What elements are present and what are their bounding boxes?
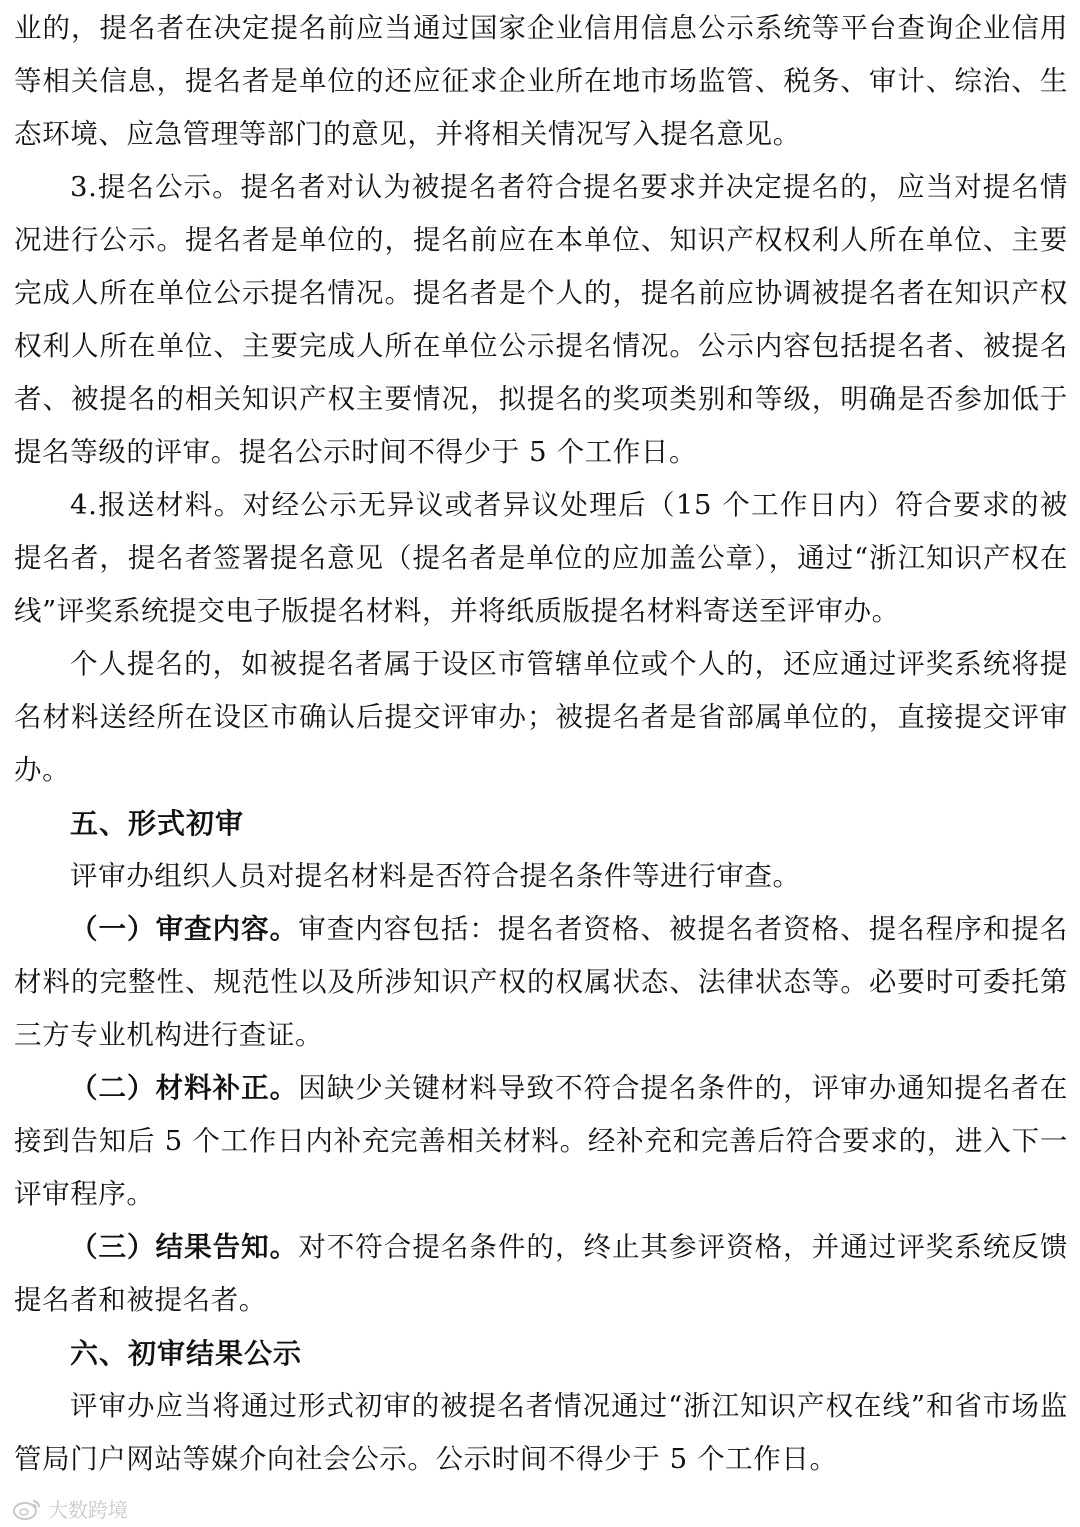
paragraph-submit-materials: 4.报送材料。对经公示无异议或者异议处理后（15 个工作日内）符合要求的被提名者，提名者签署提名意见（提名者是单位的应加盖公章），通过“浙江知识产权在线”评奖系统提交电子版提名材料，并将纸质版提名材料寄送至评审办。 <box>14 489 1068 627</box>
watermark <box>12 1494 128 1523</box>
paragraph-material-correction <box>0 1062 1080 1221</box>
paragraph-review-intro: 评审办组织人员对提名材料是否符合提名条件等进行审查。 <box>70 860 801 892</box>
subsection-text-review-content: 审查内容包括：提名者资格、被提名者资格、提名程序和提名材料的完整性、规范性以及所涉知识产权的权属状态、法律状态等。必要时可委托第三方专业机构进行查证。 <box>14 913 1068 1051</box>
section-heading-formal-review: 五、形式初审 <box>70 807 245 840</box>
weibo-icon <box>12 1497 42 1521</box>
paragraph-review-content <box>0 903 1080 1062</box>
paragraph-continuation: 业的，提名者在决定提名前应当通过国家企业信用信息公示系统等平台查询企业信用等相关信息，提名者是单位的还应征求企业所在地市场监管、税务、审计、综治、生态环境、应急管理等部门的意见，并将相关情况写入提名意见。 <box>14 12 1068 150</box>
paragraph-result-notice <box>0 1221 1080 1327</box>
paragraph-nomination-publicity: 3.提名公示。提名者对认为被提名者符合提名要求并决定提名的，应当对提名情况进行公示。提名者是单位的，提名前应在本单位、知识产权权利人所在单位、主要完成人所在单位公示提名情况。提名者是个人的，提名前应协调被提名者在知识产权权利人所在单位、主要完成人所在单位公示提名情况。公示内容包括提名者、被提名者、被提名的相关知识产权主要情况，拟提名的奖项类别和等级，明确是否参加低于提名等级的评审。提名公示时间不得少于 5 个工作日。 <box>14 171 1068 468</box>
subsection-lead-review-content: （一）审查内容。 <box>70 913 299 945</box>
paragraph-preliminary-results: 评审办应当将通过形式初审的被提名者情况通过“浙江知识产权在线”和省市场监管局门户网站等媒介向社会公示。公示时间不得少于 5 个工作日。 <box>14 1390 1068 1475</box>
subsection-text-material-correction: 因缺少关键材料导致不符合提名条件的，评审办通知提名者在接到告知后 5 个工作日内补充完善相关材料。经补充和完善后符合要求的，进入下一评审程序。 <box>14 1072 1068 1210</box>
subsection-text-result-notice: 对不符合提名条件的，终止其参评资格，并通过评奖系统反馈提名者和被提名者。 <box>14 1231 1068 1316</box>
subsection-lead-result-notice: （三）结果告知。 <box>70 1231 299 1263</box>
paragraph-individual-nomination: 个人提名的，如被提名者属于设区市管辖单位或个人的，还应通过评奖系统将提名材料送经所在设区市确认后提交评审办；被提名者是省部属单位的，直接提交评审办。 <box>14 648 1068 786</box>
section-heading-preliminary-results: 六、初审结果公示 <box>70 1337 303 1370</box>
watermark-text: 大数跨境 <box>48 1498 128 1522</box>
subsection-lead-material-correction: （二）材料补正。 <box>70 1072 299 1104</box>
